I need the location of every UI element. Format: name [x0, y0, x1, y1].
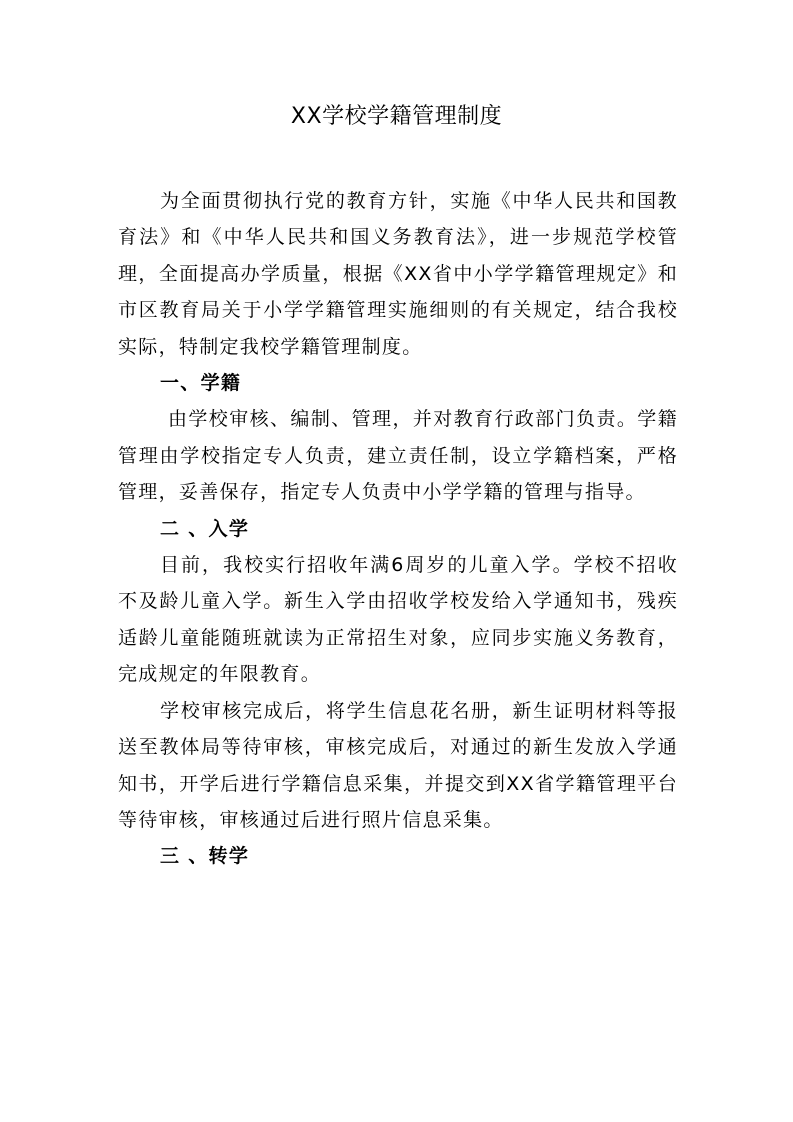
section-heading-admission: 二 、入学 — [160, 517, 250, 540]
intro-paragraph: 为全面贯彻执行党的教育方针，实施《中华人民共和国教育法》和《中华人民共和国义务教育法》，进一步规范学校管理，全面提高办学质量，根据《XX省中小学学籍管理规定》和市区教育局关于小学学籍管理实施细则的有关规定，结合我校实际，特制定我校学籍管理制度。 — [118, 190, 678, 358]
section-heading-enrollment-status: 一、学籍 — [160, 372, 242, 395]
admission-paragraph-1: 目前，我校实行招收年满6周岁的儿童入学。学校不招收不及龄儿童入学。新生入学由招收学校发给入学通知书，残疾适龄儿童能随班就读为正常招生对象，应同步实施义务教育，完成规定的年限教育。 — [118, 554, 678, 686]
document-body — [118, 183, 678, 875]
section-heading-transfer: 三 、转学 — [160, 845, 250, 868]
document-title: XX学校学籍管理制度 — [290, 104, 503, 129]
enrollment-status-paragraph: 由学校审核、编制、管理，并对教育行政部门负责。学籍管理由学校指定专人负责，建立责任制，设立学籍档案，严格管理，妥善保存，指定专人负责中小学学籍的管理与指导。 — [118, 408, 678, 504]
admission-paragraph-2: 学校审核完成后，将学生信息花名册，新生证明材料等报送至教体局等待审核，审核完成后，对通过的新生发放入学通知书，开学后进行学籍信息采集，并提交到XX省学籍管理平台等待审核，审核通过后进行照片信息采集。 — [118, 699, 678, 831]
